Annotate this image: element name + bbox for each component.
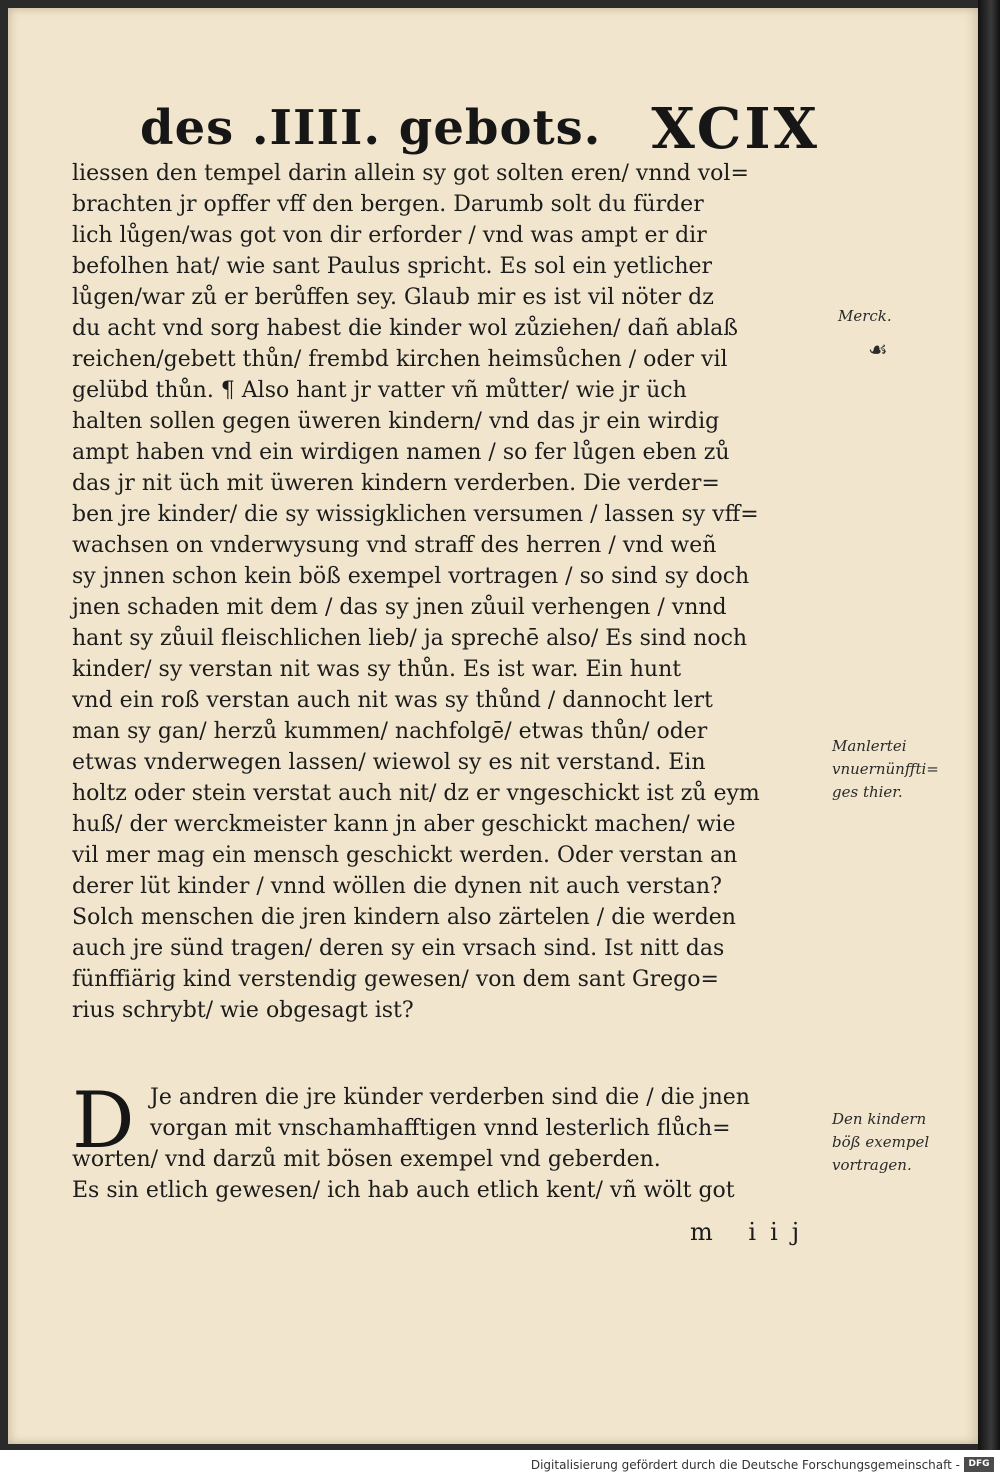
margin-note-line: ges thier.: [832, 783, 903, 801]
text-line: das jr nit üch mit üweren kindern verderben. Die verder=: [72, 471, 720, 496]
drop-initial: D: [72, 1076, 135, 1166]
text-line: etwas vnderwegen lassen/ wiewol sy es nit verstand. Ein: [72, 750, 706, 775]
text-line: wachsen on vnderwysung vnd straff des herren / vnd weñ: [72, 533, 717, 558]
footer-bar: [0, 1452, 1000, 1481]
text-line: gelübd thůn. ¶ Also hant jr vatter vñ můtter/ wie jr üch: [72, 378, 687, 403]
text-line: man sy gan/ herzů kummen/ nachfolgē/ etwas thůn/ oder: [72, 719, 708, 744]
book-edge: [978, 0, 1000, 1450]
paragraph-two: [72, 1076, 832, 1206]
text-line: kinder/ sy verstan nit was sy thůn. Es ist war. Ein hunt: [72, 657, 682, 682]
margin-note-line: Manlertei: [832, 737, 907, 755]
text-line: liessen den tempel darin allein sy got solten eren/ vnnd vol=: [72, 161, 749, 186]
text-line: vnd ein roß verstan auch nit was sy thůnd / dannocht lert: [72, 688, 713, 713]
text-line: lůgen/war zů er berůffen sey. Glaub mir es ist vil nöter dz: [72, 285, 714, 310]
pilcrow-icon: ☙: [868, 338, 888, 363]
text-line: rius schrybt/ wie obgesagt ist?: [72, 998, 414, 1023]
text-line: holtz oder stein verstat auch nit/ dz er vngeschickt ist zů eym: [72, 781, 760, 806]
text-line: sy jnnen schon kein böß exempel vortragen / so sind sy doch: [72, 564, 750, 589]
text-line: auch jre sünd tragen/ deren sy ein vrsach sind. Ist nitt das: [72, 936, 725, 961]
text-line: fünffiärig kind verstendig gewesen/ von dem sant Grego=: [72, 967, 719, 992]
funding-credit: Digitalisierung gefördert durch die Deutsche Forschungsgemeinschaft -: [530, 1458, 960, 1472]
text-line: vorgan mit vnschamhafftigen vnnd lesterlich flůch=: [150, 1116, 731, 1141]
text-line: huß/ der werckmeister kann jn aber geschickt machen/ wie: [72, 812, 736, 837]
margin-note-line: böß exempel: [832, 1133, 930, 1151]
folio-number: XCIX: [651, 96, 820, 162]
text-line: vil mer mag ein mensch geschickt werden. Oder verstan an: [72, 843, 738, 868]
text-line: jnen schaden mit dem / das sy jnen zůuil verhengen / vnnd: [72, 595, 727, 620]
text-line: reichen/gebett thůn/ frembd kirchen heimsůchen / oder vil: [72, 347, 728, 372]
signature-mark: m iij: [690, 1218, 814, 1246]
text-line: befolhen hat/ wie sant Paulus spricht. Es sol ein yetlicher: [72, 254, 713, 279]
text-line: du acht vnd sorg habest die kinder wol zůziehen/ dañ ablaß: [72, 316, 738, 341]
text-line: worten/ vnd darzů mit bösen exempel vnd geberden.: [72, 1147, 661, 1172]
text-line: hant sy zůuil fleischlichen lieb/ ja sprechē also/ Es sind noch: [72, 626, 748, 651]
body-text: [72, 158, 832, 1026]
dfg-logo: DFG: [964, 1457, 994, 1472]
margin-note-example: [832, 1108, 929, 1177]
text-line: brachten jr opffer vff den bergen. Darumb solt du fürder: [72, 192, 704, 217]
text-line: Je andren die jre künder verderben sind die / die jnen: [150, 1085, 750, 1110]
text-line: ampt haben vnd ein wirdigen namen / so fer lůgen eben zů: [72, 440, 730, 465]
margin-note-line: vnuernünffti=: [832, 760, 939, 778]
text-line: ben jre kinder/ die sy wissigklichen versumen / lassen sy vff=: [72, 502, 759, 527]
margin-note-animals: [832, 735, 939, 804]
margin-note-merck: Merck.: [838, 307, 892, 325]
text-line: derer lüt kinder / vnnd wöllen die dynen nit auch verstan?: [72, 874, 722, 899]
margin-note-line: vortragen.: [832, 1156, 912, 1174]
margin-note-line: Den kindern: [832, 1110, 927, 1128]
paragraph-two-lines: [72, 1076, 832, 1206]
text-line: halten sollen gegen üweren kindern/ vnd das jr ein wirdig: [72, 409, 720, 434]
text-line: Solch menschen die jren kindern also zärtelen / die werden: [72, 905, 736, 930]
running-title: des .IIII. gebots.: [140, 100, 602, 156]
text-line: lich lůgen/was got von dir erforder / vnd was ampt er dir: [72, 223, 707, 248]
text-line: Es sin etlich gewesen/ ich hab auch etlich kent/ vñ wölt got: [72, 1178, 735, 1203]
